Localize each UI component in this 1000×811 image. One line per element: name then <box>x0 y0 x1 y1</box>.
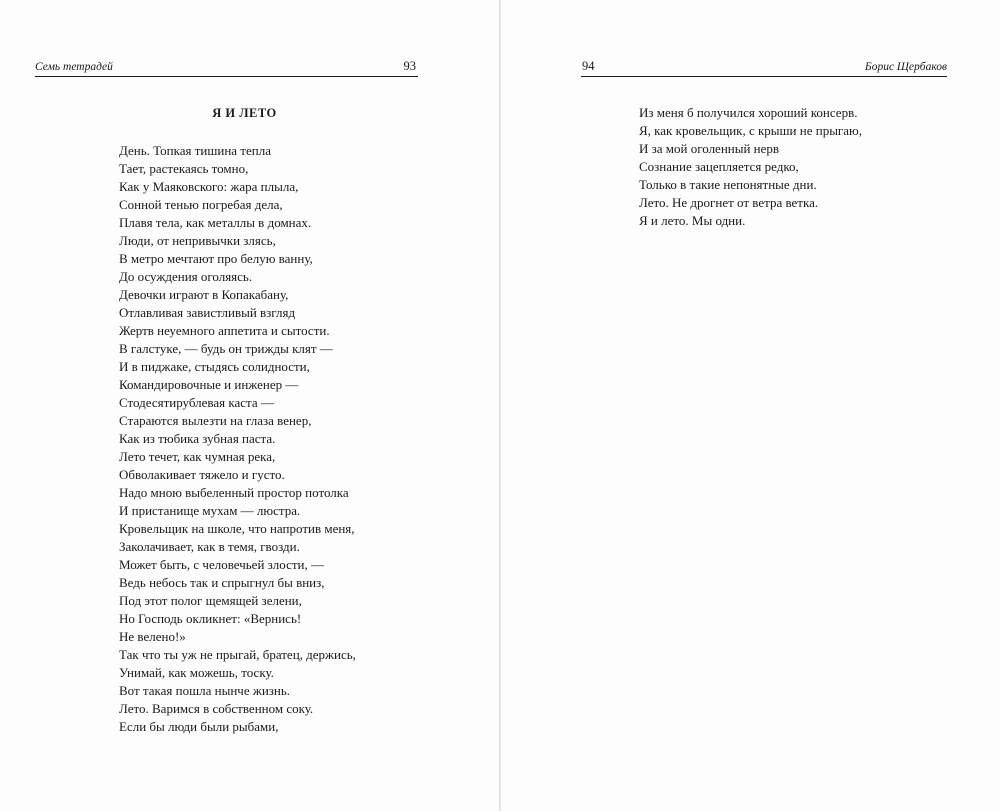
poem-right-line: Только в такие непонятные дни. <box>639 177 817 192</box>
poem-left-line: Плавя тела, как металлы в домнах. <box>119 215 312 230</box>
poem-right-line: Из меня б получился хороший консерв. <box>639 105 858 120</box>
poem-left-line: Под этот полог щемящей зелени, <box>119 593 302 608</box>
poem-left-line: Командировочные и инженер — <box>119 377 299 392</box>
poem-left-line: День. Топкая тишина тепла <box>119 143 271 158</box>
poem-left-line: Если бы люди были рыбами, <box>119 719 279 734</box>
right-running-head <box>581 58 947 77</box>
poem-left-line: До осуждения оголяясь. <box>119 269 253 284</box>
right-page <box>501 0 1000 811</box>
poem-left-line: Жертв неуемного аппетита и сытости. <box>119 323 330 338</box>
poem-left-line: Люди, от непривычки злясь, <box>119 233 276 248</box>
poem-left-line: Ведь небось так и спрыгнул бы вниз, <box>119 575 325 590</box>
poem-left-line: Как из тюбика зубная паста. <box>119 431 276 446</box>
poem-left-line: Может быть, с человечьей злости, — <box>119 557 325 572</box>
left-page <box>0 0 499 811</box>
poem-left-line: Надо мною выбеленный простор потолка <box>119 485 349 500</box>
page-number-right: 94 <box>582 59 595 73</box>
poem-left-line: Стодесятирублевая каста — <box>119 395 274 410</box>
poem-left-line: Так что ты уж не прыгай, братец, держись, <box>119 647 356 662</box>
left-running-head <box>35 58 418 77</box>
poem-text-right <box>639 104 862 230</box>
poem-left-line: Сонной тенью погребая дела, <box>119 197 283 212</box>
poem-text-left <box>119 142 356 736</box>
poem-right-line: Я и лето. Мы одни. <box>639 213 746 228</box>
poem-left-line: Стараются вылезти на глаза венер, <box>119 413 312 428</box>
poem-left-line: В галстуке, — будь он трижды клят — <box>119 341 333 356</box>
running-title-left: Семь тетрадей <box>35 61 113 73</box>
poem-left-line: Заколачивает, как в темя, гвозди. <box>119 539 300 554</box>
poem-title: Я И ЛЕТО <box>212 106 277 120</box>
poem-left-line: Кровельщик на школе, что напротив меня, <box>119 521 355 536</box>
poem-left-line: И пристанище мухам — люстра. <box>119 503 301 518</box>
poem-left-line: И в пиджаке, стыдясь солидности, <box>119 359 310 374</box>
running-title-right: Борис Щербаков <box>864 61 947 73</box>
poem-left-line: Унимай, как можешь, тоску. <box>119 665 274 680</box>
page-number-left: 93 <box>403 59 416 73</box>
poem-left-line: Лето. Варимся в собственном соку. <box>119 701 314 716</box>
poem-left-line: Девочки играют в Копакабану, <box>119 287 289 302</box>
poem-left-line: Обволакивает тяжело и густо. <box>119 467 285 482</box>
poem-left-line: Не велено!» <box>119 629 186 644</box>
poem-left-line: Вот такая пошла нынче жизнь. <box>119 683 291 698</box>
poem-left-line: Как у Маяковского: жара плыла, <box>119 179 299 194</box>
poem-right-line: И за мой оголенный нерв <box>639 141 780 156</box>
poem-left-line: Тает, растекаясь томно, <box>119 161 249 176</box>
poem-left-line: Лето течет, как чумная река, <box>119 449 276 464</box>
poem-left-line: Но Господь окликнет: «Вернись! <box>119 611 302 626</box>
poem-right-line: Я, как кровельщик, с крыши не прыгаю, <box>639 123 862 138</box>
poem-right-line: Сознание зацепляется редко, <box>639 159 799 174</box>
poem-left-line: В метро мечтают про белую ванну, <box>119 251 313 266</box>
poem-right-line: Лето. Не дрогнет от ветра ветка. <box>639 195 819 210</box>
poem-left-line: Отлавливая завистливый взгляд <box>119 305 296 320</box>
